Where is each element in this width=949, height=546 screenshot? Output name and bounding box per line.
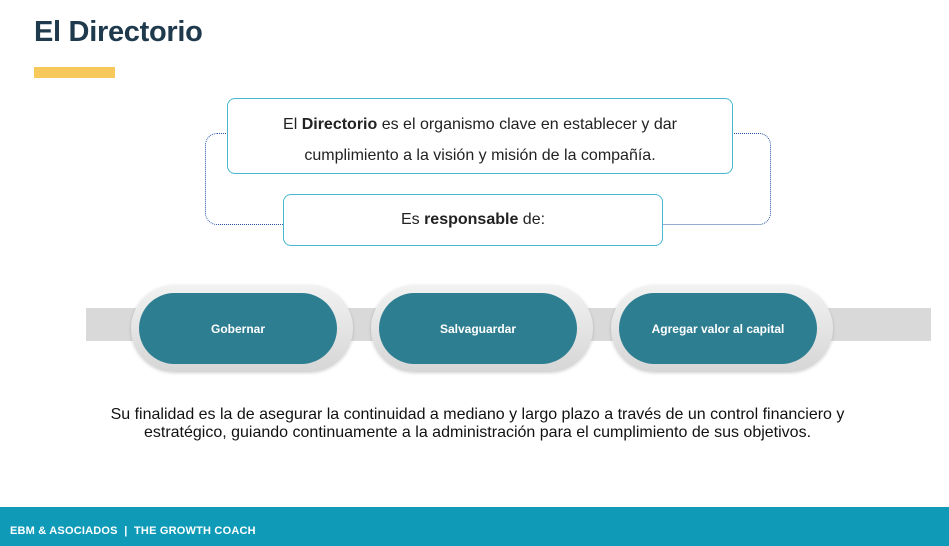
footer-bar (0, 507, 949, 546)
definition-suffix: es el organismo clave en establecer y dar cumplimiento a la visión y misión de la compañía. (304, 116, 677, 164)
responsible-bold: responsable (424, 211, 519, 228)
page-title: El Directorio (34, 16, 203, 48)
definition-prefix: El (283, 116, 302, 133)
footer-text: EBM & ASOCIADOS | THE GROWTH COACH (10, 524, 256, 537)
definition-bold: Directorio (301, 116, 378, 133)
responsible-prefix: Es (400, 211, 425, 228)
definition-box (227, 98, 733, 174)
responsibility-label-gobernar: Gobernar (139, 293, 337, 364)
title-accent-bar (34, 67, 115, 78)
responsibility-pill (131, 285, 353, 372)
responsible-suffix: de: (518, 211, 546, 228)
responsibility-label-agregar-valor: Agregar valor al capital (619, 293, 817, 364)
purpose-text: Su finalidad es la de asegurar la continuidad a mediano y largo plazo a través de un control financiero y estratégico, guiando continuamente a la administración para el cumplimiento de sus objetivos. (110, 406, 845, 441)
responsibility-label-salvaguardar: Salvaguardar (379, 293, 577, 364)
responsibility-pill (371, 285, 593, 372)
responsibility-pill (611, 285, 833, 372)
responsible-box (283, 194, 663, 246)
